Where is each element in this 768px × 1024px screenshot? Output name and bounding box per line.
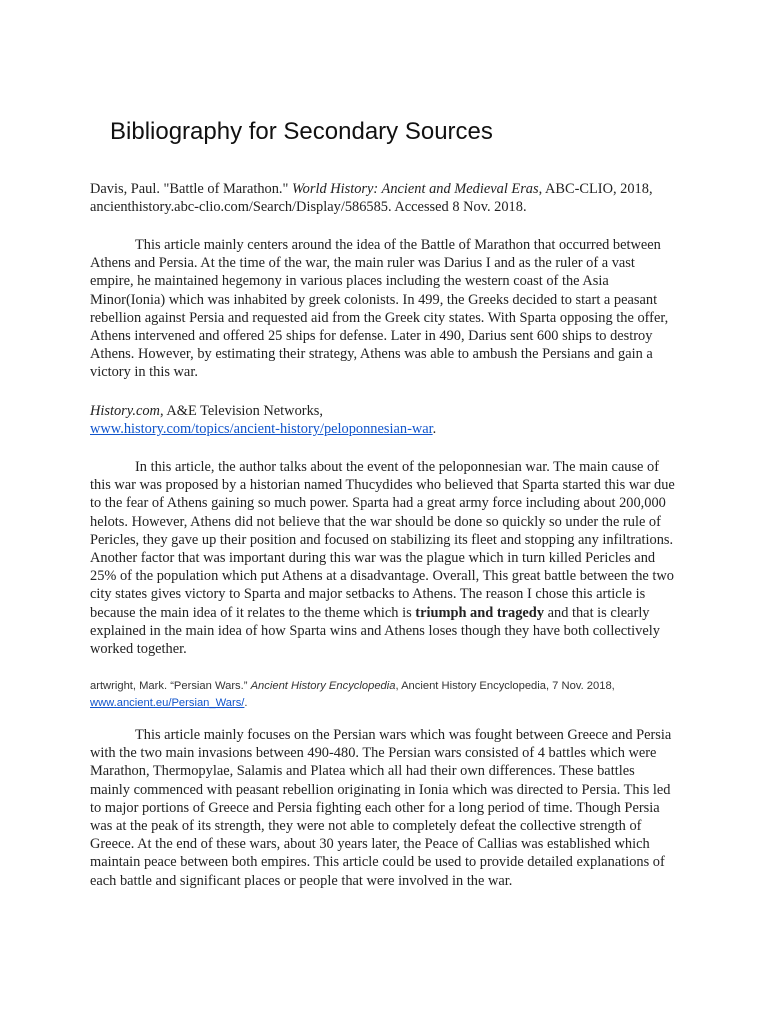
- summary-2-conclusion: and that is clearly explained in the main idea of how Sparta wins and Athens loses though they have both collectively worked together.: [90, 604, 660, 658]
- summary-2-theme: triumph and tragedy: [415, 604, 545, 621]
- summary-3: This article mainly focuses on the Persian wars which was fought between Greece and Persia with the two main invasions between 490-480. The Persian wars consisted of 4 battles which were Marathon, Thermopylae, Salamis and Platea which all had their own differences. These battles mainly commenced with peasant rebellion originating in Ionia which was directed to Persia. This led to major portions of Greece and Persia fighting each other for a long period of time. Though Persia was at the peak of its strength, they were not able to completely defeat the collective strength of Greece. At the end of these wars, about 30 years later, the Peace of Callias was established which maintain peace between both empires. This article could be used to provide detailed explanations of each battle and significant places or people that were involved in the war.: [90, 727, 672, 889]
- citation-1-text: Davis, Paul. "Battle of Marathon.": [90, 181, 292, 197]
- citation-2: [90, 402, 680, 438]
- citation-3: [90, 678, 680, 711]
- summary-1: This article mainly centers around the idea of the Battle of Marathon that occurred between Athens and Persia. At the time of the war, the main ruler was Darius I and as the ruler of a vast empire, he maintained hegemony in various places including the western coast of the Asia Minor(Ionia) which was inhabited by greek colonists. In 499, the Greeks decided to start a peasant rebellion against Persia and requested aid from the Greek city states. With Sparta opposing the offer, Athens intervened and offered 25 ships for defense. Later in 490, Darius sent 600 ships to destroy Athens. However, by estimating their strategy, Athens was able to ambush the Persians and gain a victory in this war.: [90, 237, 669, 381]
- summary-2: [90, 458, 676, 658]
- citation-3-end: .: [244, 696, 248, 709]
- citation-1: [90, 180, 680, 216]
- citation-1-source: World History: Ancient and Medieval Eras: [292, 181, 539, 197]
- citation-3-source: Ancient History Encyclopedia: [250, 680, 396, 692]
- citation-2-end: .: [432, 421, 437, 438]
- citation-3-details: , Ancient History Encyclopedia, 7 Nov. 2018,: [395, 680, 615, 692]
- citation-2-source: History.com: [90, 403, 160, 419]
- citation-1-details: , ABC-CLIO, 2018, ancienthistory.abc-clio.com/Search/Display/586585. Accessed 8 Nov. 2018.: [90, 181, 653, 216]
- citation-2-link[interactable]: www.history.com/topics/ancient-history/peloponnesian-war: [90, 421, 433, 438]
- citation-3-text: artwright, Mark. “Persian Wars.”: [90, 680, 251, 692]
- citation-3-link[interactable]: www.ancient.eu/Persian_Wars/: [90, 696, 245, 709]
- citation-2-details: , A&E Television Networks,: [159, 403, 323, 419]
- summary-2-text: In this article, the author talks about the event of the peloponnesian war. The main cause of this war was proposed by a historian named Thucydides who believed that Sparta started this war due to the fear of Athens gaining so much power. Sparta had a great army force including about 200,000 helots. However, Athens did not believe that the war should be done so quickly so under the rule of Pericles, they gave up their position and focused on stabilizing its fleet and stopping any infiltrations. Another factor that was important during this war was the plague which in turn killed Pericles and 25% of the population which put Athens at a disadvantage. Overall, This great battle between the two city states gives victory to Sparta and major setbacks to Athens. The reason I chose this article is because the main idea of it relates to the theme which is: [90, 459, 675, 621]
- page-title: Bibliography for Secondary Sources: [110, 118, 493, 145]
